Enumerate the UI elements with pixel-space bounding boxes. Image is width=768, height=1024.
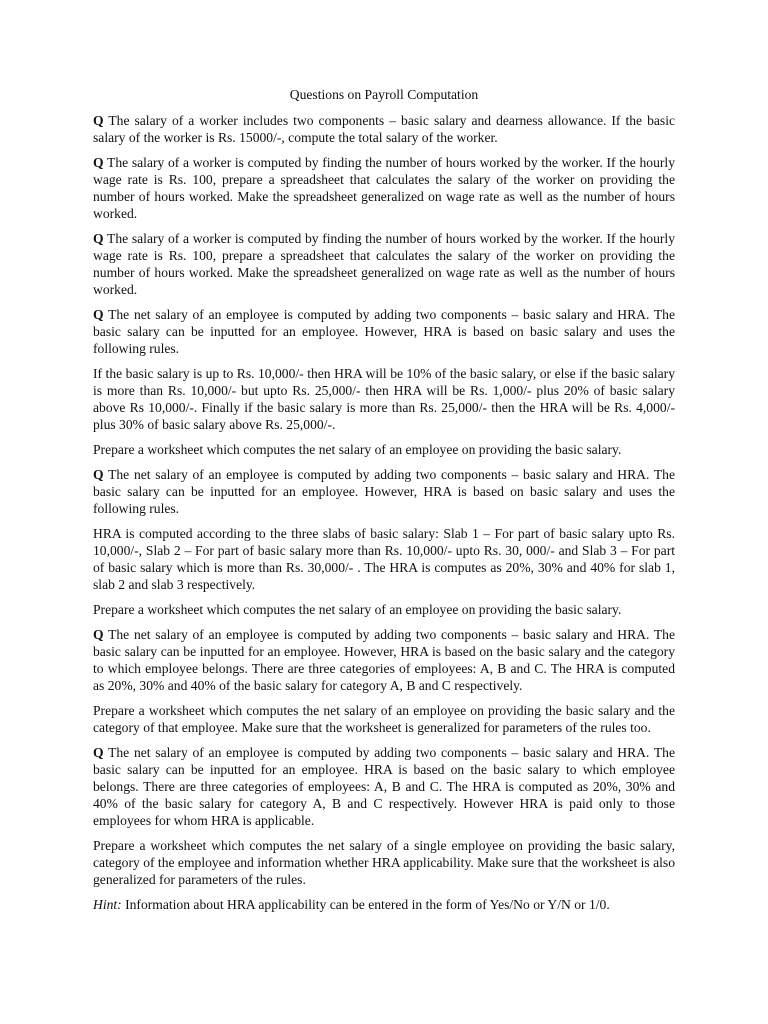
question-paragraph bbox=[93, 306, 675, 357]
question-paragraph bbox=[93, 626, 675, 694]
question-marker: Q bbox=[93, 467, 104, 482]
paragraph-text: The salary of a worker is computed by finding the number of hours worked by the worker. If the hourly wage rate is Rs. 100, prepare a spreadsheet that calculates the salary of the worker on providing the number of hours worked. Make the spreadsheet generalized on wage rate as well as the number of hours worked. bbox=[93, 231, 675, 297]
paragraph-text: The net salary of an employee is computed by adding two components – basic salary and HRA. The basic salary can be inputted for an employee. However, HRA is based on basic salary and uses the following rules. bbox=[93, 307, 675, 356]
paragraph-text: Prepare a worksheet which computes the net salary of an employee on providing the basic salary. bbox=[93, 602, 622, 617]
paragraph-text: The net salary of an employee is computed by adding two components – basic salary and HRA. The basic salary can be inputted for an employee. HRA is based on the basic salary to which employee belongs. There are three categories of employees: A, B and C. The HRA is computed as 20%, 30% and 40% of the basic salary for category A, B and C respectively. However HRA is paid only to those employees for whom HRA is applicable. bbox=[93, 745, 675, 828]
text-paragraph bbox=[93, 525, 675, 593]
paragraph-text: The salary of a worker includes two components – basic salary and dearness allowance. If the basic salary of the worker is Rs. 15000/-, compute the total salary of the worker. bbox=[93, 113, 675, 145]
question-marker: Q bbox=[93, 627, 104, 642]
text-paragraph bbox=[93, 702, 675, 736]
paragraph-text: Prepare a worksheet which computes the net salary of an employee on providing the basic salary. bbox=[93, 442, 622, 457]
text-paragraph bbox=[93, 837, 675, 888]
text-paragraph bbox=[93, 365, 675, 433]
paragraph-text: Prepare a worksheet which computes the net salary of an employee on providing the basic salary and the category of that employee. Make sure that the worksheet is generalized for parameters of the rules too. bbox=[93, 703, 675, 735]
question-marker: Q bbox=[93, 307, 104, 322]
question-marker: Q bbox=[93, 155, 104, 170]
question-paragraph bbox=[93, 112, 675, 146]
hint-label: Hint: bbox=[93, 897, 122, 912]
text-paragraph bbox=[93, 441, 675, 458]
question-marker: Q bbox=[93, 113, 104, 128]
document-body bbox=[93, 112, 675, 888]
paragraph-text: Prepare a worksheet which computes the net salary of a single employee on providing the basic salary, category of the employee and information whether HRA applicability. Make sure that the worksheet is also generalized for parameters of the rules. bbox=[93, 838, 675, 887]
question-marker: Q bbox=[93, 231, 104, 246]
hint-paragraph bbox=[93, 896, 675, 913]
question-paragraph bbox=[93, 230, 675, 298]
paragraph-text: HRA is computed according to the three slabs of basic salary: Slab 1 – For part of basic salary upto Rs. 10,000/-, Slab 2 – For part of basic salary more than Rs. 10,000/- upto Rs. 30, 000/- and Slab 3 – For part of basic salary which is more than Rs. 30,000/- . The HRA is computes as 20%, 30% and 40% for slab 1, slab 2 and slab 3 respectively. bbox=[93, 526, 675, 592]
paragraph-text: The net salary of an employee is computed by adding two components – basic salary and HRA. The basic salary can be inputted for an employee. However, HRA is based on the basic salary and the category to which employee belongs. There are three categories of employees: A, B and C. The HRA is computed as 20%, 30% and 40% of the basic salary for category A, B and C respectively. bbox=[93, 627, 675, 693]
question-marker: Q bbox=[93, 745, 104, 760]
question-paragraph bbox=[93, 466, 675, 517]
hint-text: Information about HRA applicability can be entered in the form of Yes/No or Y/N or 1/0. bbox=[121, 897, 610, 912]
question-paragraph bbox=[93, 154, 675, 222]
question-paragraph bbox=[93, 744, 675, 829]
paragraph-text: The salary of a worker is computed by finding the number of hours worked by the worker. If the hourly wage rate is Rs. 100, prepare a spreadsheet that calculates the salary of the worker on providing the number of hours worked. Make the spreadsheet generalized on wage rate as well as the number of hours worked. bbox=[93, 155, 675, 221]
paragraph-text: The net salary of an employee is computed by adding two components – basic salary and HRA. The basic salary can be inputted for an employee. However, HRA is based on basic salary and uses the following rules. bbox=[93, 467, 675, 516]
paragraph-text: If the basic salary is up to Rs. 10,000/- then HRA will be 10% of the basic salary, or else if the basic salary is more than Rs. 10,000/- but upto Rs. 25,000/- then HRA will be Rs. 1,000/- plus 20% of basic salary above Rs 10,000/-. Finally if the basic salary is more than Rs. 25,000/- then the HRA will be Rs. 4,000/- plus 30% of basic salary above Rs. 25,000/-. bbox=[93, 366, 675, 432]
text-paragraph bbox=[93, 601, 675, 618]
document-title: Questions on Payroll Computation bbox=[289, 87, 479, 102]
